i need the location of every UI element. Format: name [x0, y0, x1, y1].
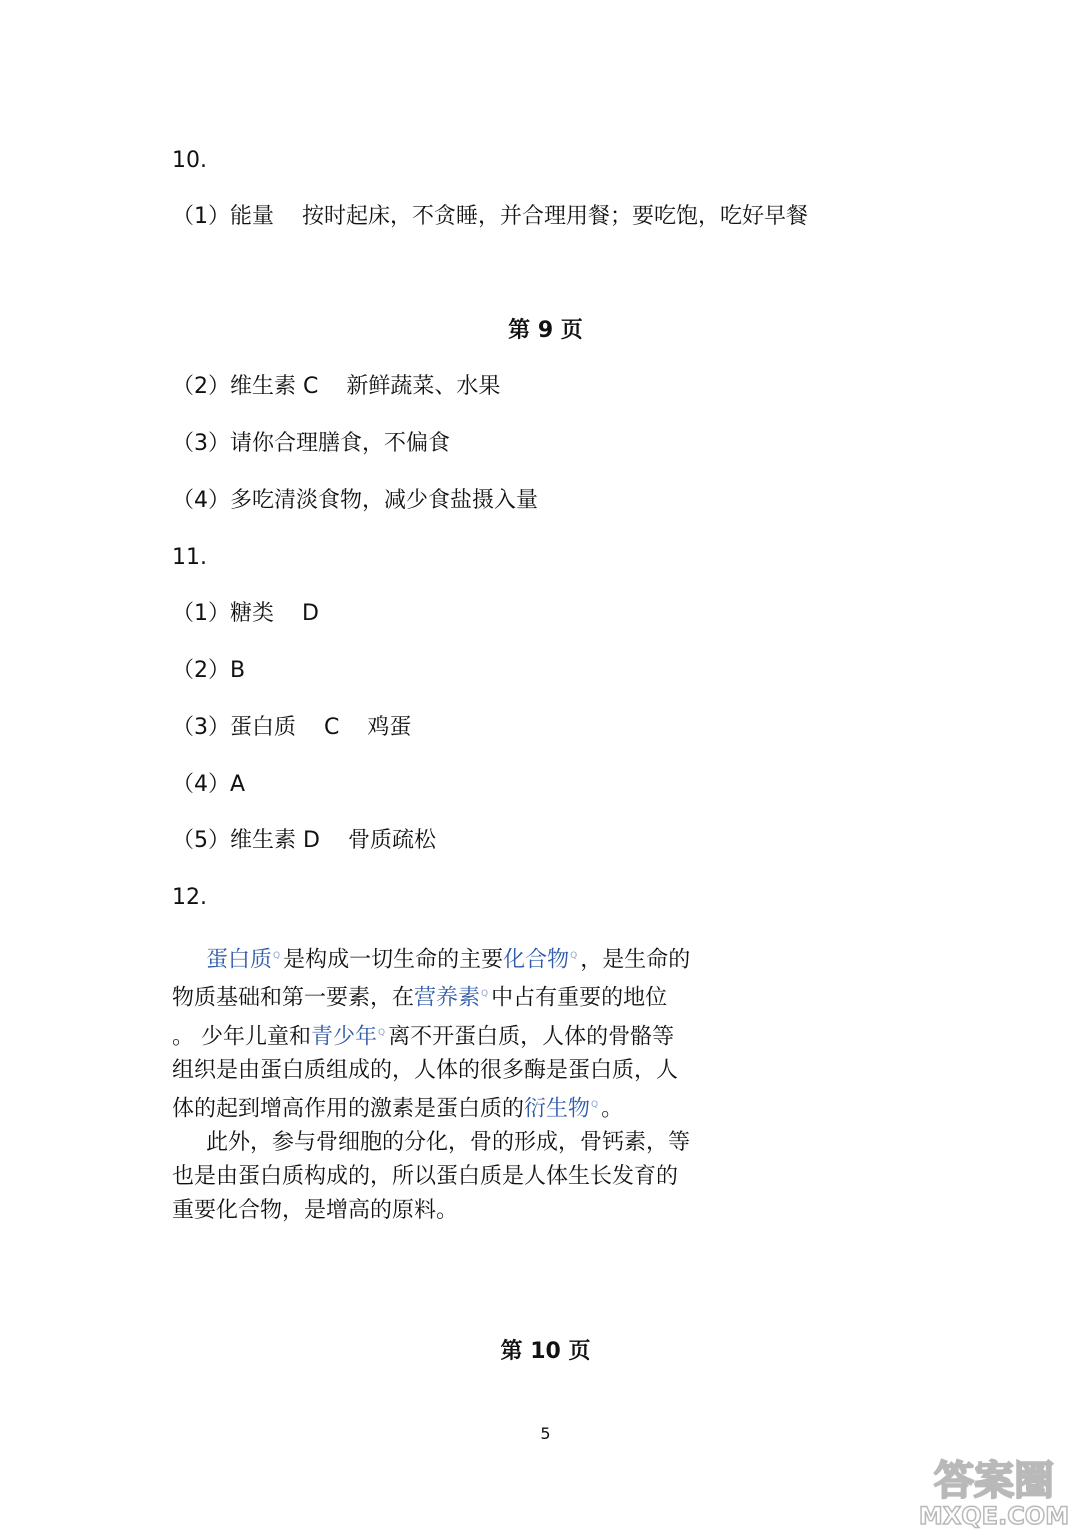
answer-part: B: [230, 658, 246, 683]
answer-part: 蛋白质: [230, 715, 297, 740]
answer-label: （4）: [172, 772, 230, 797]
q11-answer-5: [172, 827, 436, 855]
answer-part: C: [324, 715, 340, 740]
q10-answer-3: [172, 430, 450, 458]
answer-part: 维生素 D: [230, 828, 320, 853]
q11-number: 11.: [172, 545, 207, 570]
answer-label: （2）: [172, 374, 230, 399]
answer-part: D: [302, 601, 319, 626]
link-nutrient[interactable]: 营养素: [414, 985, 481, 1011]
paragraph: 蛋白质$^Q$ 是构成一切生命的主要化合物$^Q$ ，是生命的物质基础和第一要素，在营养素$^Q$ 中占有重要的地位 。 少年儿童和青少年$^Q$ 离不开蛋白质，人体的骨骼等组织是由蛋白质组成的，人体的很多酶是蛋白质，人体的起到增高作用的激素是蛋白质的衍生物$^Q$ 。: [172, 947, 691, 1122]
ref-marker: Q: [378, 1027, 386, 1038]
q10-answer-4: [172, 487, 538, 515]
answer-part: 鸡蛋: [367, 715, 412, 740]
answer-part: 维生素 C: [230, 374, 319, 399]
answer-label: （2）: [172, 658, 230, 683]
link-compound[interactable]: 化合物: [503, 947, 570, 973]
answer-label: （3）: [172, 715, 230, 740]
ref-marker: Q: [591, 1099, 599, 1110]
answer-part: 骨质疏松: [347, 828, 436, 853]
page-number: 5: [540, 1424, 551, 1443]
watermark-logo: [905, 1452, 1083, 1530]
answer-part: 请你合理膳食，不偏食: [230, 431, 451, 456]
answer-label: （5）: [172, 828, 230, 853]
answer-part: 新鲜蔬菜、水果: [346, 374, 501, 399]
q10-answer-1: [172, 203, 808, 231]
watermark-text: 答案圈: [934, 1458, 1054, 1504]
answer-part: 能量: [230, 204, 275, 229]
q10-answer-2: [172, 373, 500, 401]
link-teenager[interactable]: 青少年: [311, 1023, 378, 1049]
q11-answer-4: [172, 771, 245, 799]
ref-marker: Q: [273, 951, 281, 961]
q11-answer-2: [172, 657, 245, 685]
page-10-heading: 第 10 页: [500, 1339, 591, 1364]
link-protein[interactable]: 蛋白质: [206, 947, 273, 973]
answer-part: 按时起床，不贪睡，并合理用餐；要吃饱，吃好早餐: [302, 204, 809, 229]
watermark-url: MXQE.COM: [918, 1502, 1070, 1530]
answer-part: 多吃清淡食物，减少食盐摄入量: [230, 488, 539, 513]
answer-label: （3）: [172, 431, 230, 456]
answer-part: A: [230, 772, 246, 797]
answer-label: （1）: [172, 204, 230, 229]
q12-number: 12.: [172, 885, 207, 910]
answer-label: （1）: [172, 601, 230, 626]
page-9-heading: 第 9 页: [508, 318, 583, 343]
q11-answer-3: [172, 714, 411, 742]
q10-number: 10.: [172, 148, 207, 173]
paragraph: 此外，参与骨细胞的分化，骨的形成，骨钙素，等也是由蛋白质构成的，所以蛋白质是人体生长发育的重要化合物，是增高的原料。: [172, 1130, 691, 1224]
ref-marker: Q: [481, 989, 489, 1000]
ref-marker: Q: [570, 951, 578, 961]
answer-label: （4）: [172, 488, 230, 513]
answer-part: 糖类: [230, 601, 275, 626]
q11-answer-1: [172, 600, 319, 628]
q12-answer-text: [172, 939, 692, 1228]
link-derivative[interactable]: 衍生物: [524, 1096, 591, 1122]
